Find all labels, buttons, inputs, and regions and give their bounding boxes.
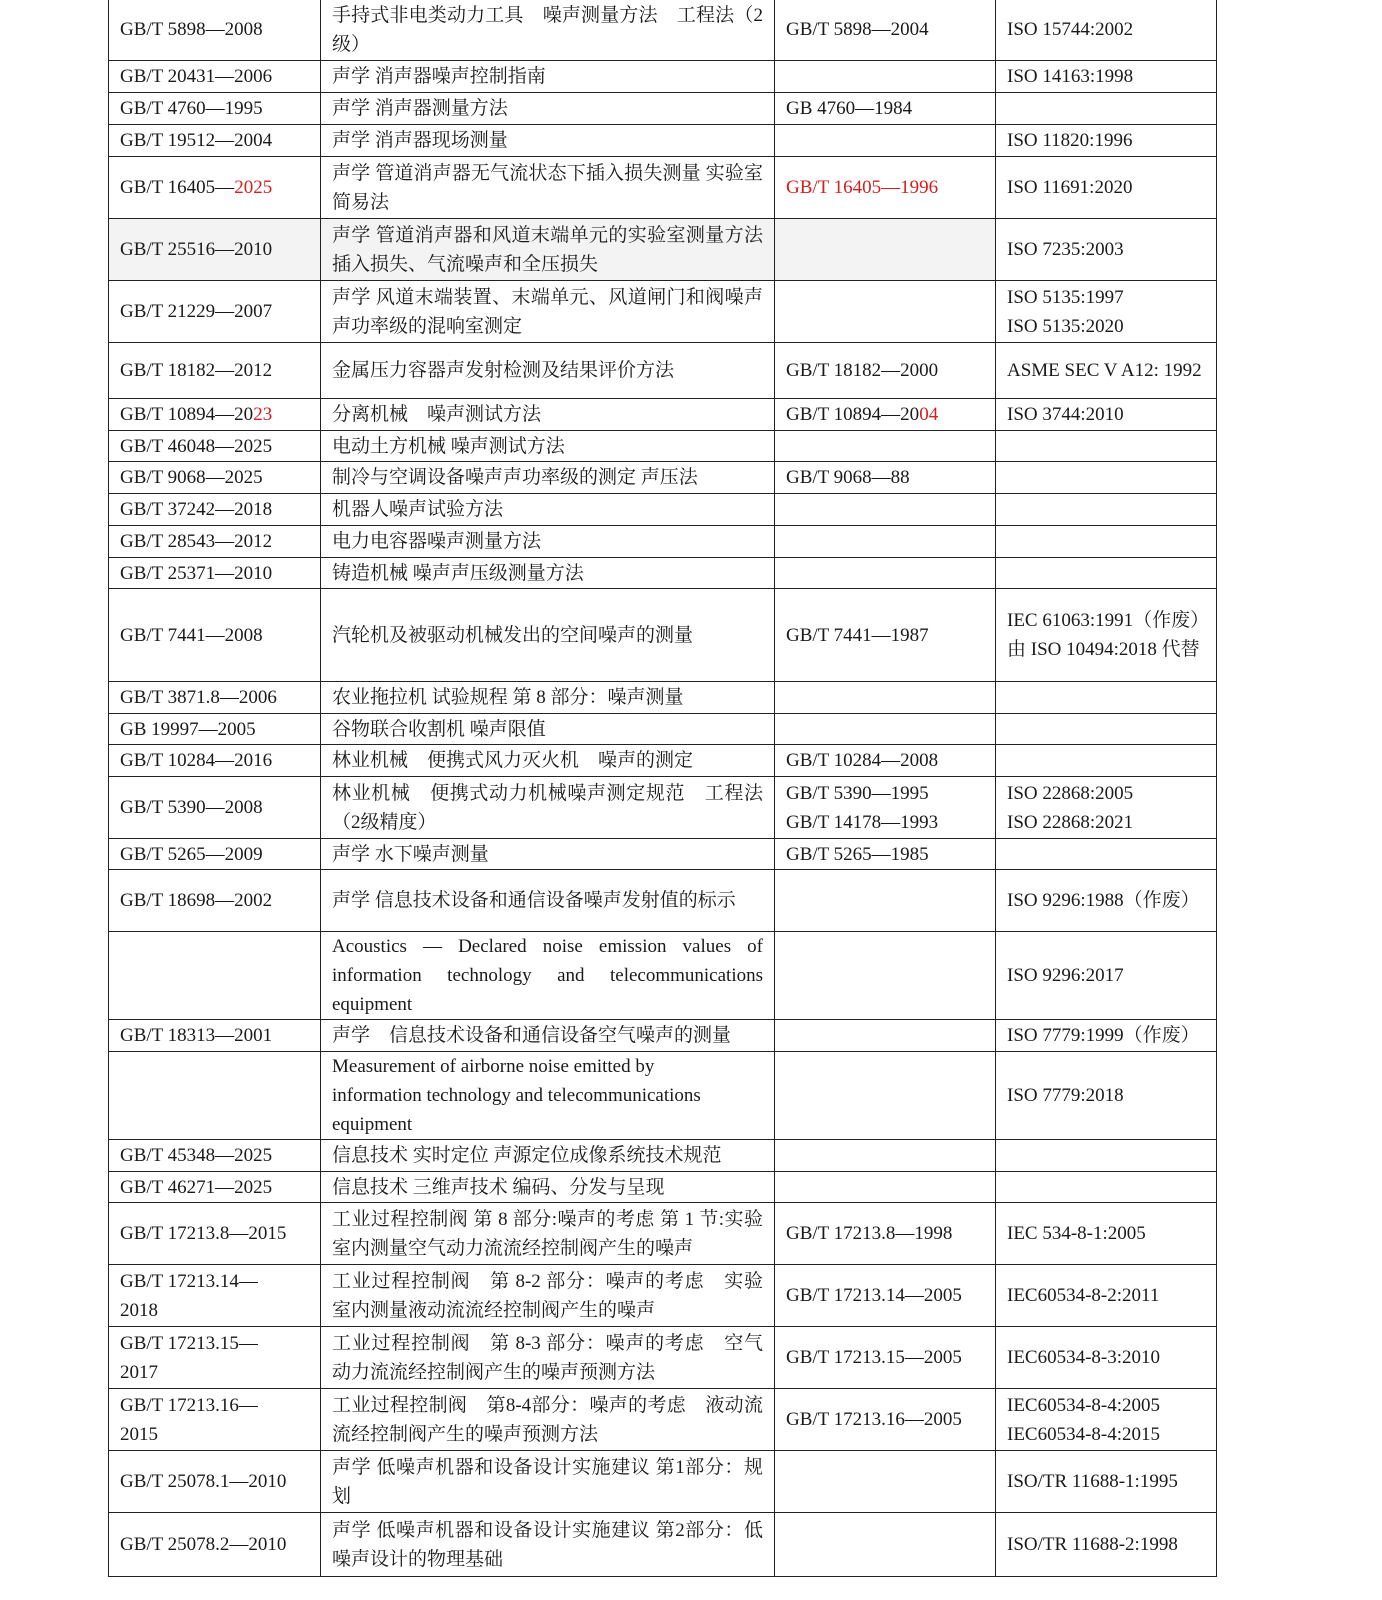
table-row (109, 589, 1217, 682)
standard-number-cell: GB/T 18313—2001 (109, 1020, 321, 1052)
standard-number-cell: GB 19997—2005 (109, 714, 321, 745)
replaced-standard-cell: GB/T 17213.16—2005 (775, 1389, 996, 1451)
equivalent-international-standard-cell: ASME SEC V A12: 1992 (996, 343, 1217, 399)
standard-number-cell: GB/T 25516—2010 (109, 219, 321, 281)
equivalent-international-standard-cell: ISO 14163:1998 (996, 61, 1217, 93)
table-row (109, 462, 1217, 494)
equivalent-international-standard-cell: IEC 61063:1991（作废）由 ISO 10494:2018 代替 (996, 589, 1217, 682)
replaced-standard-cell (775, 714, 996, 745)
equivalent-international-standard-cell: ISO 7779:2018 (996, 1052, 1217, 1140)
equivalent-international-standard-cell: IEC60534-8-3:2010 (996, 1327, 1217, 1389)
table-row (109, 1513, 1217, 1577)
standard-title-cell: 工业过程控制阀 第 8-2 部分：噪声的考虑 实验室内测量液动流流经控制阀产生的噪声 (321, 1265, 775, 1327)
standard-title-cell: 声学 信息技术设备和通信设备噪声发射值的标示 (321, 870, 775, 932)
standard-title-cell: 手持式非电类动力工具 噪声测量方法 工程法（2级） (321, 0, 775, 61)
standards-table-body (109, 0, 1217, 1577)
standard-number-cell: GB/T 19512—2004 (109, 125, 321, 157)
standard-title-cell: 信息技术 三维声技术 编码、分发与呈现 (321, 1172, 775, 1203)
standard-number-cell (109, 399, 321, 431)
replaced-standard-cell (775, 494, 996, 526)
equivalent-international-standard-cell: ISO 7779:1999（作废） (996, 1020, 1217, 1052)
table-row (109, 1140, 1217, 1172)
replaced-standard-cell (775, 1451, 996, 1513)
standard-number-cell: GB/T 17213.15— 2017 (109, 1327, 321, 1389)
standard-number-cell: GB/T 9068—2025 (109, 462, 321, 494)
table-row (109, 219, 1217, 281)
replaced-standard-cell: GB/T 7441—1987 (775, 589, 996, 682)
standard-title-cell: 分离机械 噪声测试方法 (321, 399, 775, 431)
table-row (109, 1203, 1217, 1265)
equivalent-international-standard-cell (996, 431, 1217, 462)
replaced-standard-cell (775, 219, 996, 281)
equivalent-international-standard-cell: ISO 3744:2010 (996, 399, 1217, 431)
equivalent-international-standard-cell (996, 839, 1217, 870)
standard-title-cell: 林业机械 便携式风力灭火机 噪声的测定 (321, 745, 775, 777)
replaced-standard-cell (775, 399, 996, 431)
standard-number-cell (109, 157, 321, 219)
table-row (109, 1265, 1217, 1327)
equivalent-international-standard-cell: ISO 9296:2017 (996, 932, 1217, 1020)
text-segment: GB/T 10894—20 (120, 404, 254, 425)
equivalent-international-standard-cell: ISO 7235:2003 (996, 219, 1217, 281)
replaced-standard-cell (775, 526, 996, 558)
equivalent-international-standard-cell: ISO 22868:2005 ISO 22868:2021 (996, 777, 1217, 839)
replaced-standard-cell (775, 1172, 996, 1203)
standard-title-cell: 工业过程控制阀 第 8 部分:噪声的考虑 第 1 节:实验室内测量空气动力流流经控制阀产生的噪声 (321, 1203, 775, 1265)
table-row (109, 343, 1217, 399)
equivalent-international-standard-cell (996, 462, 1217, 494)
table-row (109, 777, 1217, 839)
replaced-standard-cell: GB/T 5265—1985 (775, 839, 996, 870)
standard-number-cell (109, 1052, 321, 1140)
standard-number-cell: GB/T 20431—2006 (109, 61, 321, 93)
revised-year-text: 2025 (234, 177, 273, 198)
table-row (109, 93, 1217, 125)
standard-title-cell: 林业机械 便携式动力机械噪声测定规范 工程法（2级精度） (321, 777, 775, 839)
standard-number-cell: GB/T 18698—2002 (109, 870, 321, 932)
standard-number-cell (109, 932, 321, 1020)
replaced-standard-cell (775, 1020, 996, 1052)
table-row (109, 1327, 1217, 1389)
standard-number-cell: GB/T 5898—2008 (109, 0, 321, 61)
replaced-standard-cell: GB/T 18182—2000 (775, 343, 996, 399)
table-row (109, 870, 1217, 932)
table-row (109, 558, 1217, 589)
equivalent-international-standard-cell: ISO/TR 11688-1:1995 (996, 1451, 1217, 1513)
equivalent-international-standard-cell: ISO 15744:2002 (996, 0, 1217, 61)
equivalent-international-standard-cell (996, 745, 1217, 777)
standard-title-cell: 信息技术 实时定位 声源定位成像系统技术规范 (321, 1140, 775, 1172)
standard-title-cell: 声学 消声器噪声控制指南 (321, 61, 775, 93)
standard-number-cell: GB/T 37242—2018 (109, 494, 321, 526)
standard-number-cell: GB/T 25078.2—2010 (109, 1513, 321, 1577)
replaced-standard-cell (775, 1052, 996, 1140)
standard-number-cell: GB/T 17213.16— 2015 (109, 1389, 321, 1451)
standard-title-cell: 声学 管道消声器和风道末端单元的实验室测量方法 插入损失、气流噪声和全压损失 (321, 219, 775, 281)
replaced-standard-cell: GB 4760—1984 (775, 93, 996, 125)
replaced-standard-cell (775, 558, 996, 589)
standard-title-cell: 声学 信息技术设备和通信设备空气噪声的测量 (321, 1020, 775, 1052)
standard-number-cell: GB/T 3871.8—2006 (109, 682, 321, 714)
table-row (109, 526, 1217, 558)
standard-title-cell: 铸造机械 噪声声压级测量方法 (321, 558, 775, 589)
standards-table (108, 0, 1217, 1577)
equivalent-international-standard-cell (996, 1140, 1217, 1172)
table-row (109, 0, 1217, 61)
standard-title-cell: 声学 风道末端装置、末端单元、风道闸门和阀噪声声功率级的混响室测定 (321, 281, 775, 343)
standard-title-cell: 谷物联合收割机 噪声限值 (321, 714, 775, 745)
standard-title-cell: 声学 消声器测量方法 (321, 93, 775, 125)
equivalent-international-standard-cell: ISO 9296:1988（作废） (996, 870, 1217, 932)
table-row (109, 1172, 1217, 1203)
standard-title-cell: 工业过程控制阀 第 8-3 部分：噪声的考虑 空气动力流流经控制阀产生的噪声预测方法 (321, 1327, 775, 1389)
equivalent-international-standard-cell: ISO/TR 11688-2:1998 (996, 1513, 1217, 1577)
standard-number-cell: GB/T 28543—2012 (109, 526, 321, 558)
standard-title-cell: 电动土方机械 噪声测试方法 (321, 431, 775, 462)
equivalent-international-standard-cell: ISO 11820:1996 (996, 125, 1217, 157)
standard-number-cell: GB/T 17213.8—2015 (109, 1203, 321, 1265)
replaced-standard-cell (775, 431, 996, 462)
equivalent-international-standard-cell (996, 494, 1217, 526)
standard-number-cell: GB/T 45348—2025 (109, 1140, 321, 1172)
standard-number-cell: GB/T 5265—2009 (109, 839, 321, 870)
standard-number-cell: GB/T 4760—1995 (109, 93, 321, 125)
table-row (109, 932, 1217, 1020)
standard-number-cell: GB/T 7441—2008 (109, 589, 321, 682)
standard-title-cell: 金属压力容器声发射检测及结果评价方法 (321, 343, 775, 399)
table-row (109, 1052, 1217, 1140)
standard-title-cell: 声学 水下噪声测量 (321, 839, 775, 870)
standard-title-cell: 工业过程控制阀 第8-4部分：噪声的考虑 液动流流经控制阀产生的噪声预测方法 (321, 1389, 775, 1451)
standard-number-cell: GB/T 5390—2008 (109, 777, 321, 839)
replaced-standard-cell: GB/T 17213.15—2005 (775, 1327, 996, 1389)
replaced-standard-cell (775, 157, 996, 219)
standard-number-cell: GB/T 18182—2012 (109, 343, 321, 399)
replaced-standard-cell (775, 1513, 996, 1577)
table-row (109, 714, 1217, 745)
standard-number-cell: GB/T 25078.1—2010 (109, 1451, 321, 1513)
table-row (109, 431, 1217, 462)
standard-title-cell: 制冷与空调设备噪声声功率级的测定 声压法 (321, 462, 775, 494)
replaced-standard-cell (775, 61, 996, 93)
table-row (109, 1389, 1217, 1451)
standard-title-cell: 声学 管道消声器无气流状态下插入损失测量 实验室简易法 (321, 157, 775, 219)
revised-year-text: 23 (253, 404, 273, 425)
replaced-standard-cell (775, 932, 996, 1020)
equivalent-international-standard-cell (996, 714, 1217, 745)
standard-number-cell: GB/T 46271—2025 (109, 1172, 321, 1203)
replaced-standard-cell: GB/T 9068—88 (775, 462, 996, 494)
equivalent-international-standard-cell: ISO 5135:1997 ISO 5135:2020 (996, 281, 1217, 343)
equivalent-international-standard-cell (996, 1172, 1217, 1203)
table-row (109, 399, 1217, 431)
replaced-standard-cell: GB/T 10284—2008 (775, 745, 996, 777)
table-row (109, 1020, 1217, 1052)
table-row (109, 745, 1217, 777)
standard-title-cell: 机器人噪声试验方法 (321, 494, 775, 526)
table-row (109, 494, 1217, 526)
standard-number-cell: GB/T 25371—2010 (109, 558, 321, 589)
table-row (109, 1451, 1217, 1513)
equivalent-international-standard-cell: ISO 11691:2020 (996, 157, 1217, 219)
standard-number-cell: GB/T 46048—2025 (109, 431, 321, 462)
standard-number-cell: GB/T 10284—2016 (109, 745, 321, 777)
replaced-standard-cell: GB/T 17213.14—2005 (775, 1265, 996, 1327)
standard-number-cell: GB/T 21229—2007 (109, 281, 321, 343)
replaced-standard-cell (775, 125, 996, 157)
equivalent-international-standard-cell (996, 558, 1217, 589)
revised-year-text: GB/T 16405—1996 (786, 177, 939, 198)
text-segment: GB/T 16405— (120, 177, 235, 198)
revised-year-text: 04 (919, 404, 939, 425)
replaced-standard-cell: GB/T 5390—1995 GB/T 14178—1993 (775, 777, 996, 839)
standard-title-cell: 声学 低噪声机器和设备设计实施建议 第1部分：规划 (321, 1451, 775, 1513)
replaced-standard-cell (775, 682, 996, 714)
standard-title-cell: 声学 低噪声机器和设备设计实施建议 第2部分：低噪声设计的物理基础 (321, 1513, 775, 1577)
table-row (109, 157, 1217, 219)
replaced-standard-cell (775, 1140, 996, 1172)
equivalent-international-standard-cell: IEC60534-8-2:2011 (996, 1265, 1217, 1327)
standard-title-cell: 电力电容器噪声测量方法 (321, 526, 775, 558)
replaced-standard-cell (775, 281, 996, 343)
standard-title-cell: 声学 消声器现场测量 (321, 125, 775, 157)
table-row (109, 125, 1217, 157)
standard-title-cell: 汽轮机及被驱动机械发出的空间噪声的测量 (321, 589, 775, 682)
standard-title-cell: Measurement of airborne noise emitted by information technology and telecommunications equipment (321, 1052, 775, 1140)
table-row (109, 682, 1217, 714)
equivalent-international-standard-cell (996, 526, 1217, 558)
table-row (109, 61, 1217, 93)
table-row (109, 839, 1217, 870)
standard-title-cell: Acoustics — Declared noise emission values of information technology and telecommunications equipment (321, 932, 775, 1020)
equivalent-international-standard-cell (996, 93, 1217, 125)
equivalent-international-standard-cell: IEC 534-8-1:2005 (996, 1203, 1217, 1265)
equivalent-international-standard-cell (996, 682, 1217, 714)
standard-number-cell: GB/T 17213.14— 2018 (109, 1265, 321, 1327)
equivalent-international-standard-cell: IEC60534-8-4:2005 IEC60534-8-4:2015 (996, 1389, 1217, 1451)
standard-title-cell: 农业拖拉机 试验规程 第 8 部分：噪声测量 (321, 682, 775, 714)
replaced-standard-cell: GB/T 17213.8—1998 (775, 1203, 996, 1265)
text-segment: GB/T 10894—20 (786, 404, 920, 425)
replaced-standard-cell: GB/T 5898—2004 (775, 0, 996, 61)
table-row (109, 281, 1217, 343)
replaced-standard-cell (775, 870, 996, 932)
